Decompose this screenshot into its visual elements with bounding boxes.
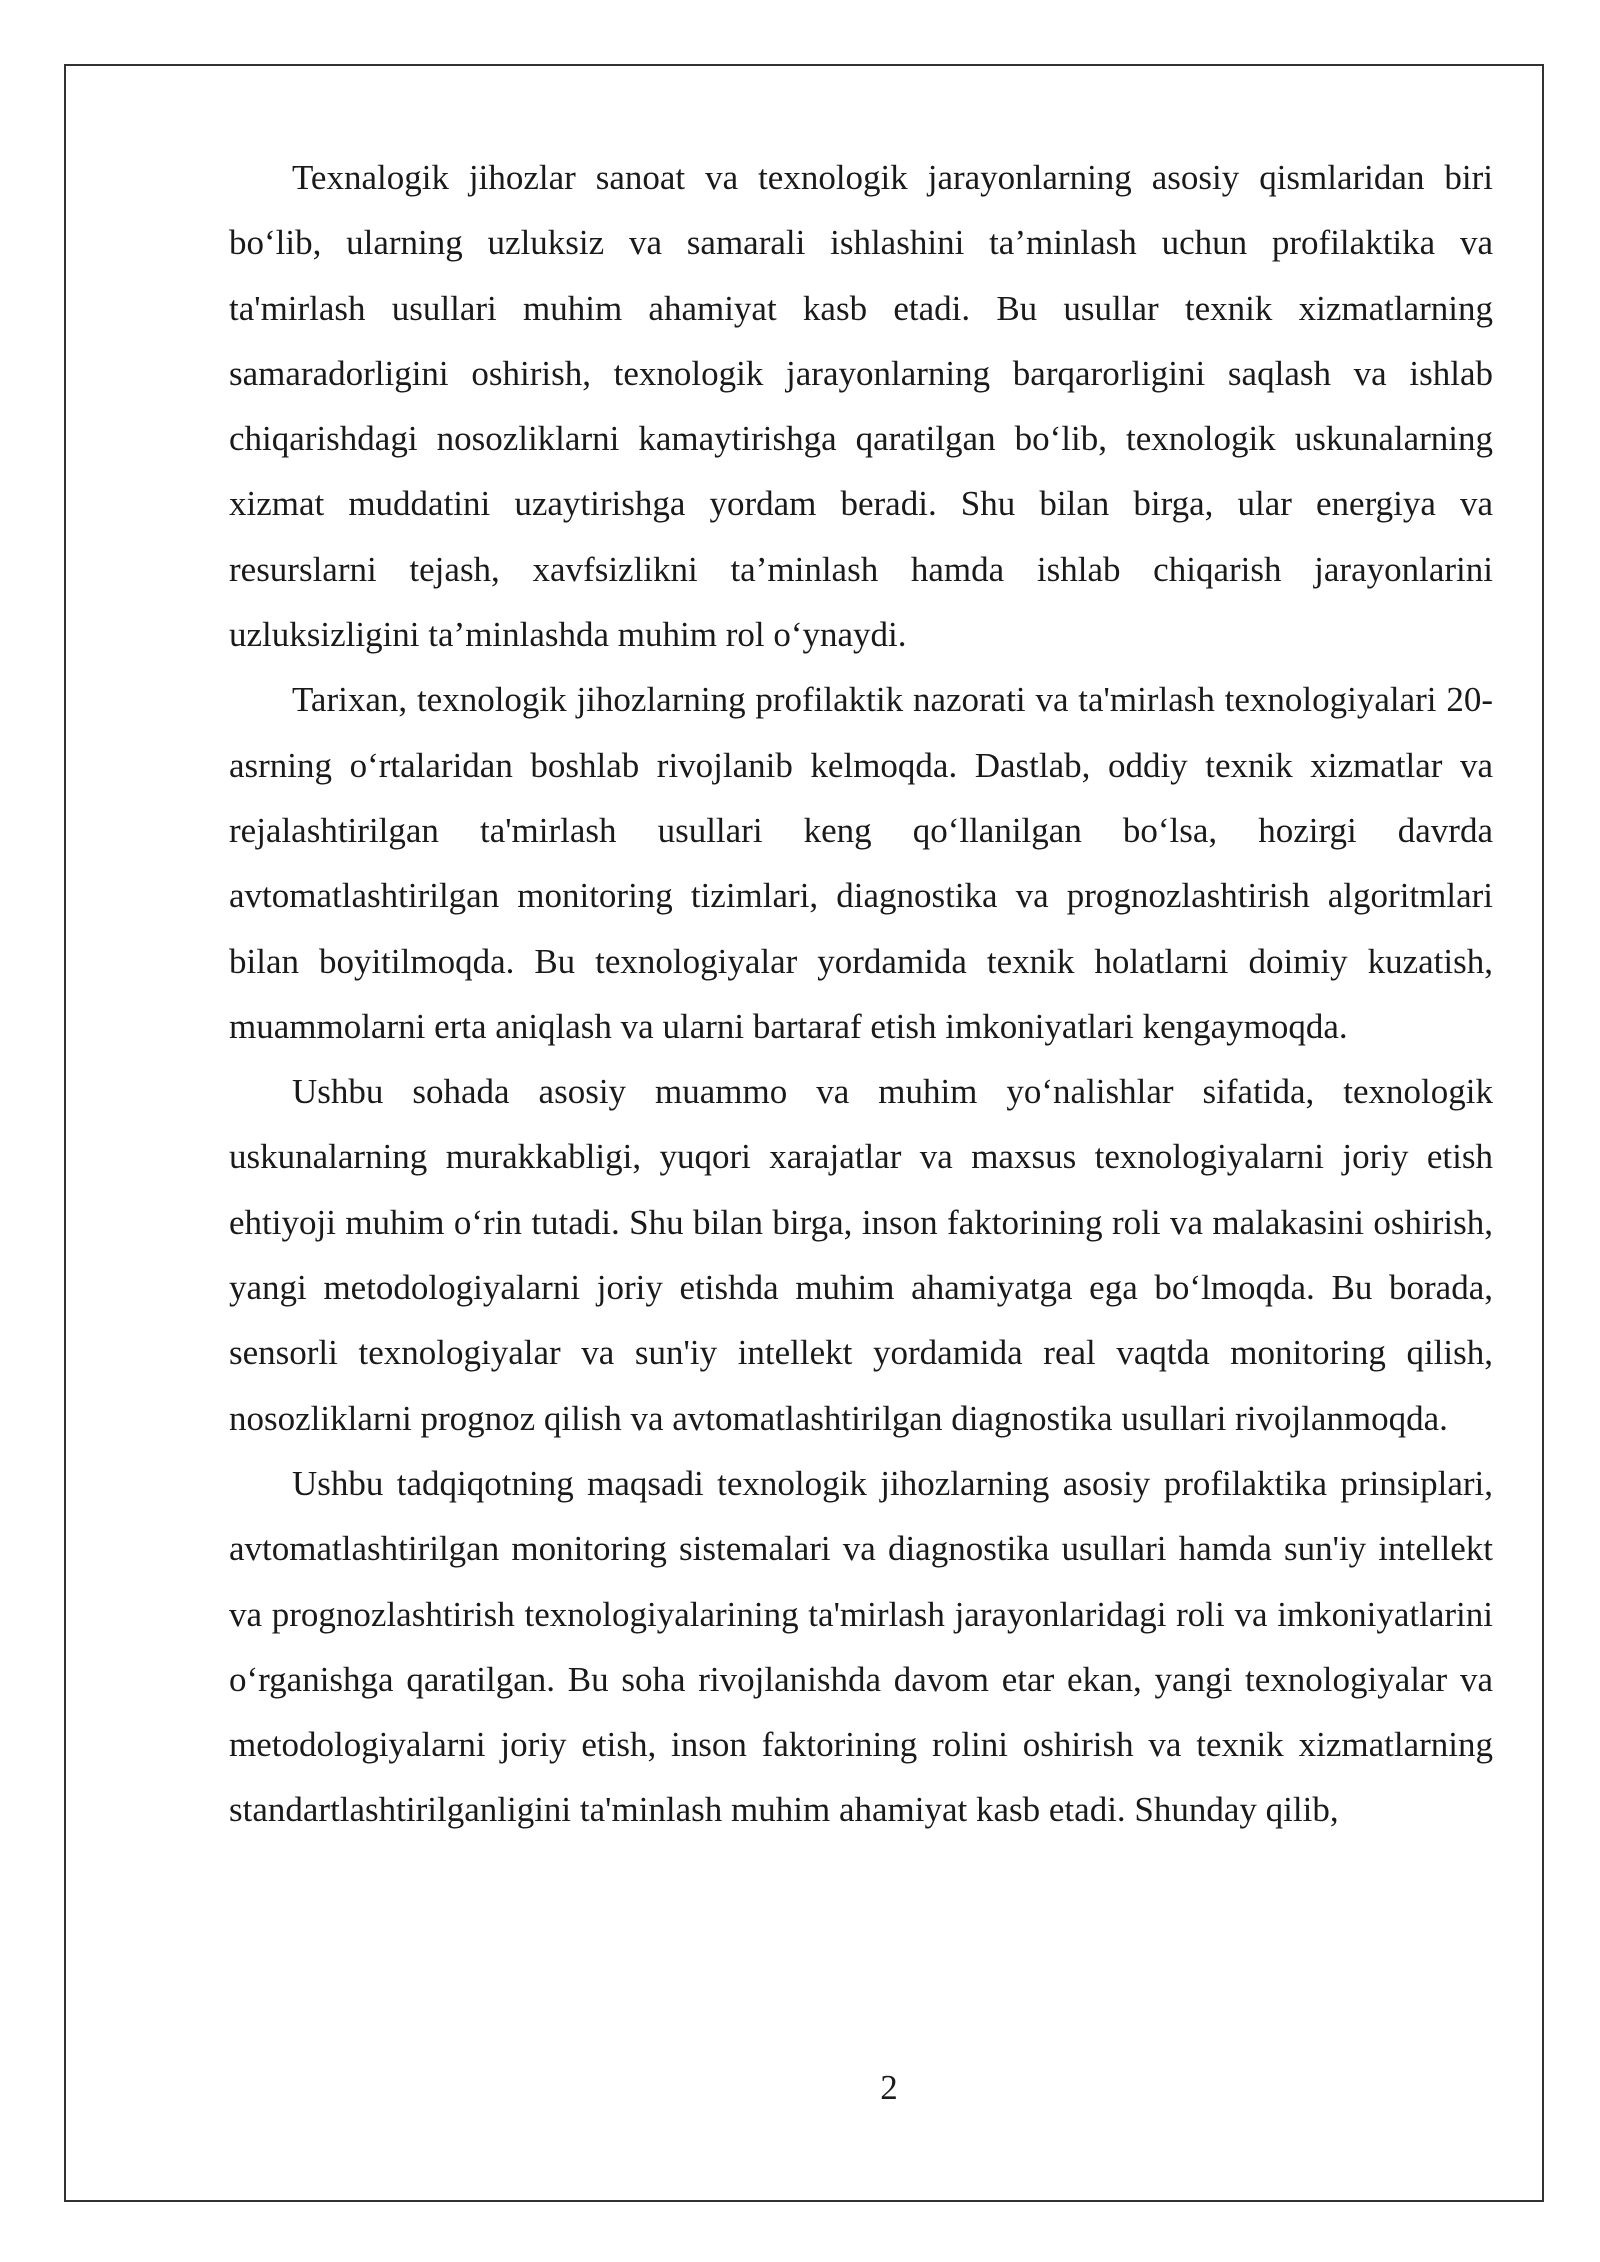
paragraph-3: Ushbu sohada asosiy muammo va muhim yo‘nalishlar sifatida, texnologik uskunalarning murakkabligi, yuqori xarajatlar va maxsus texnologiyalarni joriy etish ehtiyoji muhim o‘rin tutadi. Shu bilan birga, inson faktorining roli va malakasini oshirish, yangi metodologiyalarni joriy etishda muhim ahamiyatga ega bo‘lmoqda. Bu borada, sensorli texnologiyalar va sun'iy intellekt yordamida real vaqtda monitoring qilish, nosozliklarni prognoz qilish va avtomatlashtirilgan diagnostika usullari rivojlanmoqda. — [229, 1072, 1493, 1438]
paragraph-2: Tarixan, texnologik jihozlarning profilaktik nazorati va ta'mirlash texnologiyalari 20-asrning o‘rtalaridan boshlab rivojlanib kelmoqda. Dastlab, oddiy texnik xizmatlar va rejalashtirilgan ta'mirlash usullari keng qo‘llanilgan bo‘lsa, hozirgi davrda avtomatlashtirilgan monitoring tizimlari, diagnostika va prognozlashtirish algoritmlari bilan boyitilmoqda. Bu texnologiyalar yordamida texnik holatlarni doimiy kuzatish, muammolarni erta aniqlash va ularni bartaraf etish imkoniyatlari kengaymoqda. — [229, 680, 1493, 1046]
paragraph-1: Texnalogik jihozlar sanoat va texnologik jarayonlarning asosiy qismlaridan biri bo‘lib, ularning uzluksiz va samarali ishlashini ta’minlash uchun profilaktika va ta'mirlash usullari muhim ahamiyat kasb etadi. Bu usullar texnik xizmatlarning samaradorligini oshirish, texnologik jarayonlarning barqarorligini saqlash va ishlab chiqarishdagi nosozliklarni kamaytirishga qaratilgan bo‘lib, texnologik uskunalarning xizmat muddatini uzaytirishga yordam beradi. Shu bilan birga, ular energiya va resurslarni tejash, xavfsizlikni ta’minlash hamda ishlab chiqarish jarayonlarini uzluksizligini ta’minlashda muhim rol o‘ynaydi. — [229, 158, 1493, 655]
page-number: 2 — [880, 2068, 898, 2107]
paragraph-4: Ushbu tadqiqotning maqsadi texnologik jihozlarning asosiy profilaktika prinsiplari, avtomatlashtirilgan monitoring sistemalari va diagnostika usullari hamda sun'iy intellekt va prognozlashtirish texnologiyalarining ta'mirlash jarayonlaridagi roli va imkoniyatlarini o‘rganishga qaratilgan. Bu soha rivojlanishda davom etar ekan, yangi texnologiyalar va metodologiyalarni joriy etish, inson faktorining rolini oshirish va texnik xizmatlarning standartlashtirilganligini ta'minlash muhim ahamiyat kasb etadi. Shunday qilib, — [229, 1463, 1493, 1830]
document-body — [229, 145, 1493, 1843]
